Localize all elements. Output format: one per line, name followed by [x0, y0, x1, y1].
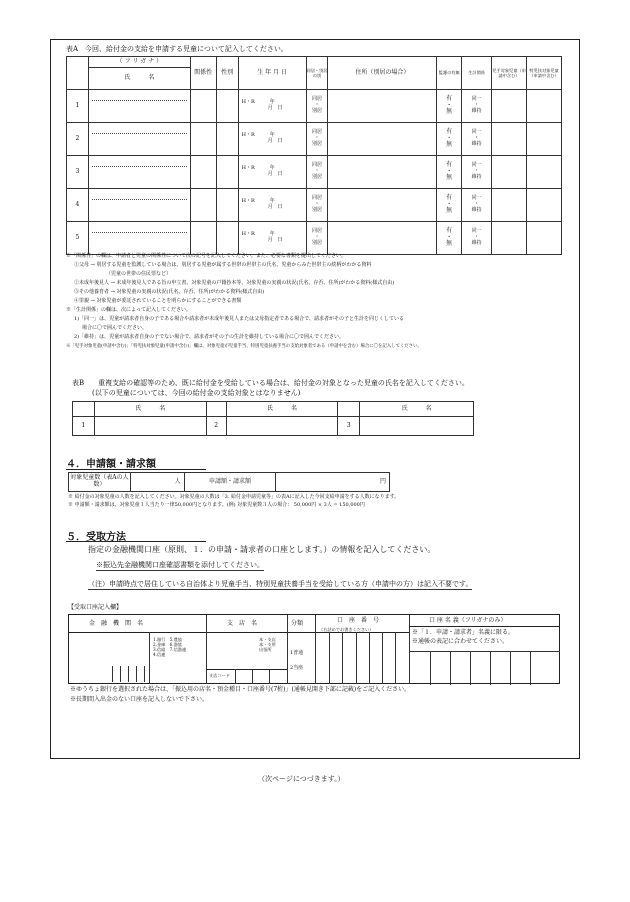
- special-allowance-check[interactable]: [526, 222, 561, 255]
- cell-line: [530, 652, 531, 685]
- header-custody: 監護の有無: [437, 57, 462, 90]
- header-sex: 性別: [216, 57, 238, 90]
- custody-field[interactable]: [437, 156, 462, 189]
- custody-field[interactable]: [437, 222, 462, 255]
- table-a-row: [67, 156, 562, 189]
- livelihood-same: 同一: [471, 195, 482, 202]
- table-b-head-name: 氏 名: [226, 402, 338, 417]
- branch-kind-3: 出張所: [259, 647, 272, 653]
- cohab-dot: ・: [314, 135, 320, 142]
- child-name-field[interactable]: [88, 189, 190, 222]
- holder-name-field[interactable]: [410, 651, 560, 685]
- table-a-row: [67, 90, 562, 123]
- amount-table: [68, 472, 390, 492]
- child-count-label: 対象児童数（表Aの人数）: [69, 473, 131, 492]
- bank-kind-3: 3.信組: [153, 647, 166, 653]
- head-account: 口 座 番 号: [337, 617, 380, 624]
- custody-field[interactable]: [437, 123, 462, 156]
- header-birth: 生 年 月 日: [238, 57, 306, 90]
- holder-note-1: ※「１．申請・請求者」名義に限る。: [412, 629, 515, 636]
- section-5-heading: ５．受取方法: [66, 532, 126, 543]
- head-bank: 金 融 機 関 名: [89, 620, 144, 627]
- birth-field[interactable]: [238, 156, 306, 189]
- month-day-label: 月 日: [267, 138, 283, 144]
- bank-kind-6: 6.漁協: [169, 642, 182, 648]
- table-a-caption: 表A 今回、給付金の支給を申請する児童について記入してください。: [66, 45, 288, 53]
- month-day-label: 月 日: [267, 204, 283, 210]
- custody-no: 無: [446, 207, 453, 215]
- table-a-row: [67, 123, 562, 156]
- special-allowance-check[interactable]: [526, 90, 561, 123]
- livelihood-field[interactable]: [462, 156, 492, 189]
- special-allowance-check[interactable]: [526, 156, 561, 189]
- section-4-note-2: ※ 申請額・請求額は、対象児童１人当たり一律50,000円となります。(例) 対象児童数３人の場合： 50,000円 × 3人 = 150,000円: [68, 502, 365, 508]
- relation-field[interactable]: [190, 189, 216, 222]
- cell-line: [490, 652, 491, 685]
- amount-unit: 円: [379, 477, 386, 485]
- custody-no: 無: [446, 108, 453, 116]
- child-allowance-check[interactable]: [492, 156, 527, 189]
- section-4-note-1: ※ 給付金の対象児童の人数を記入してください。対象児童の人数は「3. 給付金申請児童等」の表Aに記入した今回支給申請をする人数になります。: [68, 494, 400, 500]
- section-5-underline: [66, 541, 206, 542]
- note-line: ③その他養育者 → 対象児童の実親の状況(氏名、存否、住所)がわかる資料(様式自由): [74, 289, 265, 295]
- birth-field[interactable]: [238, 90, 306, 123]
- address-field[interactable]: [328, 123, 437, 156]
- cohab-dot: ・: [314, 234, 320, 241]
- livelihood-maintain: 維持: [471, 173, 482, 180]
- child-allowance-check[interactable]: [492, 189, 527, 222]
- livelihood-same: 同一: [471, 129, 482, 136]
- bank-kind-2: 2.金庫: [153, 642, 166, 648]
- address-field[interactable]: [328, 189, 437, 222]
- branch-code-label: 支店コード: [209, 673, 230, 678]
- era-label: H・R: [241, 132, 255, 139]
- col-divider: [206, 615, 207, 684]
- year-label: 年: [269, 198, 275, 205]
- birth-field[interactable]: [238, 189, 306, 222]
- header-cohab: 同居・別居の別: [306, 57, 328, 90]
- cohab-field[interactable]: [306, 222, 328, 255]
- year-label: 年: [269, 165, 275, 172]
- note-line: ※「児手対象児童(申請中含む)」「特児扶対象児童(申請中含む)」欄は、対象児童が児童手当、特別児童扶養手当の支給対象者である（申請中を含む）場合に〇を記入してください。: [66, 344, 422, 349]
- table-b-row-number: 1: [73, 417, 95, 436]
- era-label: H・R: [241, 165, 255, 172]
- custody-yes: 有: [446, 94, 453, 102]
- sex-field[interactable]: [216, 123, 238, 156]
- sex-field[interactable]: [216, 189, 238, 222]
- cell-line: [112, 666, 113, 682]
- custody-dot: ・: [446, 167, 453, 175]
- header-relation: 関係性: [190, 57, 216, 90]
- child-name-field[interactable]: [88, 156, 190, 189]
- col-divider: [149, 632, 150, 684]
- note-line: ②未成年後見人 → 未成年後見人である旨の申立書、対象児童の戸籍抄本等、対象児童の実親の状況(氏名、存否、住所)がわかる資料(様式自由): [74, 280, 395, 286]
- warning-note: （注）申請時点で居住している自治体より児童手当、特別児童扶養手当を受給している方（申請中の方）は記入不要です。: [88, 580, 473, 588]
- cohab-separate: 別居: [311, 173, 322, 180]
- cell-line: [269, 670, 270, 684]
- era-label: H・R: [241, 198, 255, 205]
- cell-line: [136, 666, 137, 682]
- bank-kind-4: 4.信連: [153, 652, 166, 658]
- cell-line: [510, 652, 511, 685]
- cell-line: [235, 669, 236, 684]
- account-table: [68, 614, 560, 684]
- cohab-separate: 別居: [311, 239, 322, 246]
- table-b-subcaption: (以下の児童については、今回の給付金の支給対象とはなりません): [92, 389, 301, 397]
- branch-kind-2: 本・支所: [259, 642, 276, 648]
- table-a: [66, 56, 562, 255]
- cohab-dot: ・: [314, 168, 320, 175]
- section-4-heading: ４．申請額・請求額: [66, 459, 156, 470]
- custody-field[interactable]: [437, 189, 462, 222]
- row-number: 2: [67, 123, 89, 156]
- livelihood-dot: ・: [474, 135, 480, 142]
- livelihood-maintain: 維持: [471, 239, 482, 246]
- header-furigana: （ フ リ ガ ナ ）: [88, 57, 190, 68]
- relation-field[interactable]: [190, 156, 216, 189]
- custody-no: 無: [446, 240, 453, 248]
- child-allowance-check[interactable]: [492, 90, 527, 123]
- child-allowance-check[interactable]: [492, 123, 527, 156]
- head-branch: 支 店 名: [227, 620, 258, 627]
- month-day-label: 月 日: [267, 171, 283, 177]
- note-line: ①父母 → 別居する児童を監護している場合は、別居する児童が属する世帯の世帯主の氏名、児童からみた世帯主の続柄がわかる資料: [74, 262, 372, 268]
- cell-line: [252, 670, 253, 684]
- custody-dot: ・: [446, 200, 453, 208]
- cell-line: [128, 666, 129, 682]
- amount-label: 申請額・請求額: [184, 473, 276, 492]
- table-b-name-field-3[interactable]: [360, 417, 474, 436]
- header-name: 氏 名: [88, 68, 190, 90]
- amount-field[interactable]: [276, 473, 390, 492]
- cell-line: [450, 652, 451, 685]
- child-count-field[interactable]: [130, 473, 184, 492]
- header-col-a: 児手対象児童（申請中含む）: [492, 57, 527, 90]
- relation-field[interactable]: [190, 222, 216, 255]
- address-field[interactable]: [328, 90, 437, 123]
- address-field[interactable]: [328, 156, 437, 189]
- special-allowance-check[interactable]: [526, 123, 561, 156]
- cell-line: [382, 632, 383, 684]
- cohab-same: 同居: [311, 228, 322, 235]
- month-day-label: 月 日: [267, 105, 283, 111]
- livelihood-maintain: 維持: [471, 140, 482, 147]
- custody-yes: 有: [446, 160, 453, 168]
- head-holder: 口 座 名 義（フリガナのみ）: [429, 617, 507, 624]
- year-label: 年: [269, 231, 275, 238]
- cohab-dot: ・: [314, 102, 320, 109]
- livelihood-maintain: 維持: [471, 107, 482, 114]
- header-cell: [67, 57, 89, 90]
- livelihood-same: 同一: [471, 162, 482, 169]
- table-b-head-name: 氏 名: [94, 402, 206, 417]
- holder-header-line: [409, 626, 560, 627]
- cohab-separate: 別居: [311, 140, 322, 147]
- birth-field[interactable]: [238, 123, 306, 156]
- cell-line: [342, 632, 343, 684]
- bank-kind-1: 1.銀行: [153, 637, 166, 642]
- note-line: 2)「維持」は、児童が請求者自身の子でない場合で、請求者がその子の生計を維持している場合に〇で囲んでください。: [74, 334, 345, 340]
- cell-line: [144, 666, 145, 682]
- section-4-underline: [66, 469, 206, 470]
- cohab-field[interactable]: [306, 156, 328, 189]
- livelihood-field[interactable]: [462, 189, 492, 222]
- table-b-row-number: 2: [206, 417, 226, 436]
- holder-note-2: ※通帳の表記に合わせてください。: [412, 638, 509, 645]
- address-field[interactable]: [328, 222, 437, 255]
- era-label: H・R: [241, 231, 255, 238]
- cell-line: [430, 652, 431, 685]
- livelihood-dot: ・: [474, 201, 480, 208]
- child-name-field[interactable]: [88, 90, 190, 123]
- header-livelihood: 生計関係: [462, 57, 492, 90]
- livelihood-dot: ・: [474, 102, 480, 109]
- note-line: 1)「同一」は、児童が請求者自身の子である場合や請求者が未成年後見人または父母指定者である場合で、請求者がその子と生計を同じくしている: [74, 316, 405, 322]
- cell-line: [120, 666, 121, 682]
- sex-field[interactable]: [216, 156, 238, 189]
- branch-kind-list[interactable]: [259, 637, 287, 652]
- cohab-same: 同居: [311, 195, 322, 202]
- custody-dot: ・: [446, 134, 453, 142]
- livelihood-maintain: 維持: [471, 206, 482, 213]
- livelihood-same: 同一: [471, 228, 482, 235]
- era-label: H・R: [241, 99, 255, 106]
- footer-continued: （次ページにつづきます。）: [258, 775, 345, 783]
- cohab-dot: ・: [314, 201, 320, 208]
- bank-name-field[interactable]: [72, 636, 150, 682]
- account-number-field[interactable]: [316, 632, 409, 684]
- table-a-row: [67, 189, 562, 222]
- table-b-caption: 表B 重複支給の確認等のため、既に給付金を受給している場合は、給付金の対象となった児童の氏名を記入してください。: [72, 379, 469, 387]
- long-term-note: ※長期間入出金のない口座を記入しないで下さい。: [70, 696, 209, 703]
- cohab-field[interactable]: [306, 123, 328, 156]
- year-label: 年: [269, 132, 275, 139]
- month-day-label: 月 日: [267, 237, 283, 243]
- custody-dot: ・: [446, 233, 453, 241]
- branch-code-field[interactable]: [235, 670, 287, 684]
- table-b-name-field-1[interactable]: [94, 417, 206, 436]
- table-b-cell: [338, 402, 360, 417]
- section-5-intro: 指定の金融機関口座（原則、１．の申請・請求者の口座とします。）の情報を記入してください。: [88, 545, 436, 554]
- note-line: （児童の世帯の住民票など）: [106, 271, 172, 277]
- special-allowance-check[interactable]: [526, 189, 561, 222]
- cohab-separate: 別居: [311, 107, 322, 114]
- note-line: 場合に〇で囲んでください。: [82, 325, 148, 331]
- account-box-label: 【受取口座記入欄】: [68, 604, 123, 611]
- branch-name-field[interactable]: [209, 635, 257, 667]
- custody-yes: 有: [446, 226, 453, 234]
- type-current[interactable]: 2当座: [290, 665, 304, 671]
- table-b-row-number: 3: [338, 417, 360, 436]
- livelihood-field[interactable]: [462, 90, 492, 123]
- head-type: 分類: [291, 620, 304, 627]
- cohab-field[interactable]: [306, 189, 328, 222]
- custody-yes: 有: [446, 193, 453, 201]
- table-b-cell: [206, 402, 226, 417]
- bank-kind-5: 5.農協: [169, 637, 182, 642]
- row-number: 4: [67, 189, 89, 222]
- custody-dot: ・: [446, 101, 453, 109]
- cohab-separate: 別居: [311, 206, 322, 213]
- type-ordinary[interactable]: 1普通: [290, 650, 304, 656]
- custody-yes: 有: [446, 127, 453, 135]
- table-b-cell: [73, 402, 95, 417]
- livelihood-dot: ・: [474, 234, 480, 241]
- livelihood-same: 同一: [471, 96, 482, 103]
- cell-line: [369, 632, 370, 684]
- row-number: 5: [67, 222, 89, 255]
- bank-kind-list[interactable]: [153, 637, 205, 657]
- year-label: 年: [269, 99, 275, 106]
- note-line: ※「関係性」の欄は、申請者と児童の関係性について次の記号を記入してください。また、必要な書類を提出してください。: [66, 253, 346, 259]
- branch-kind-1: 本・支店: [259, 637, 276, 642]
- attach-note: ※振込先金融機関口座確認書類を添付してください。: [96, 561, 264, 569]
- table-a-row: [67, 222, 562, 255]
- child-allowance-check[interactable]: [492, 222, 527, 255]
- child-name-field[interactable]: [88, 222, 190, 255]
- livelihood-dot: ・: [474, 168, 480, 175]
- livelihood-field[interactable]: [462, 222, 492, 255]
- cell-line: [470, 652, 471, 685]
- custody-field[interactable]: [437, 90, 462, 123]
- relation-field[interactable]: [190, 123, 216, 156]
- sex-field[interactable]: [216, 90, 238, 123]
- cohab-same: 同居: [311, 129, 322, 136]
- row-number: 3: [67, 156, 89, 189]
- livelihood-field[interactable]: [462, 123, 492, 156]
- relation-field[interactable]: [190, 90, 216, 123]
- custody-no: 無: [446, 141, 453, 149]
- cell-line: [329, 632, 330, 684]
- header-col-b: 特児扶対象児童（申請中含む）: [526, 57, 561, 90]
- header-address: 住所（別居の場合）: [328, 57, 437, 90]
- table-b: [72, 401, 474, 436]
- table-b-head-name: 氏 名: [360, 402, 474, 417]
- cohab-same: 同居: [311, 96, 322, 103]
- yucho-note: ※ゆうちょ銀行を選択された場合は、「振込用の店名・預金種目・口座番号(7桁)」(通帳見開き下部に記載)をご記入ください。: [70, 686, 411, 693]
- child-count-unit: 人: [174, 477, 181, 485]
- cohab-same: 同居: [311, 162, 322, 169]
- row-number: 1: [67, 90, 89, 123]
- head-account-sub: （右詰めでお書きください）: [319, 627, 374, 632]
- cell-line: [356, 632, 357, 684]
- cell-line: [395, 632, 396, 684]
- child-name-field[interactable]: [88, 123, 190, 156]
- birth-field[interactable]: [238, 222, 306, 255]
- cohab-field[interactable]: [306, 90, 328, 123]
- col-divider: [287, 615, 288, 684]
- sex-field[interactable]: [216, 222, 238, 255]
- table-b-name-field-2[interactable]: [226, 417, 338, 436]
- bank-kind-7: 7.信漁連: [169, 647, 187, 653]
- note-line: ※「生計関係」の欄は、次によって記入してください。: [66, 307, 192, 313]
- note-line: ④里親 → 対象児童が委託されていることを明らかにすることができる書類: [74, 298, 242, 304]
- custody-no: 無: [446, 174, 453, 182]
